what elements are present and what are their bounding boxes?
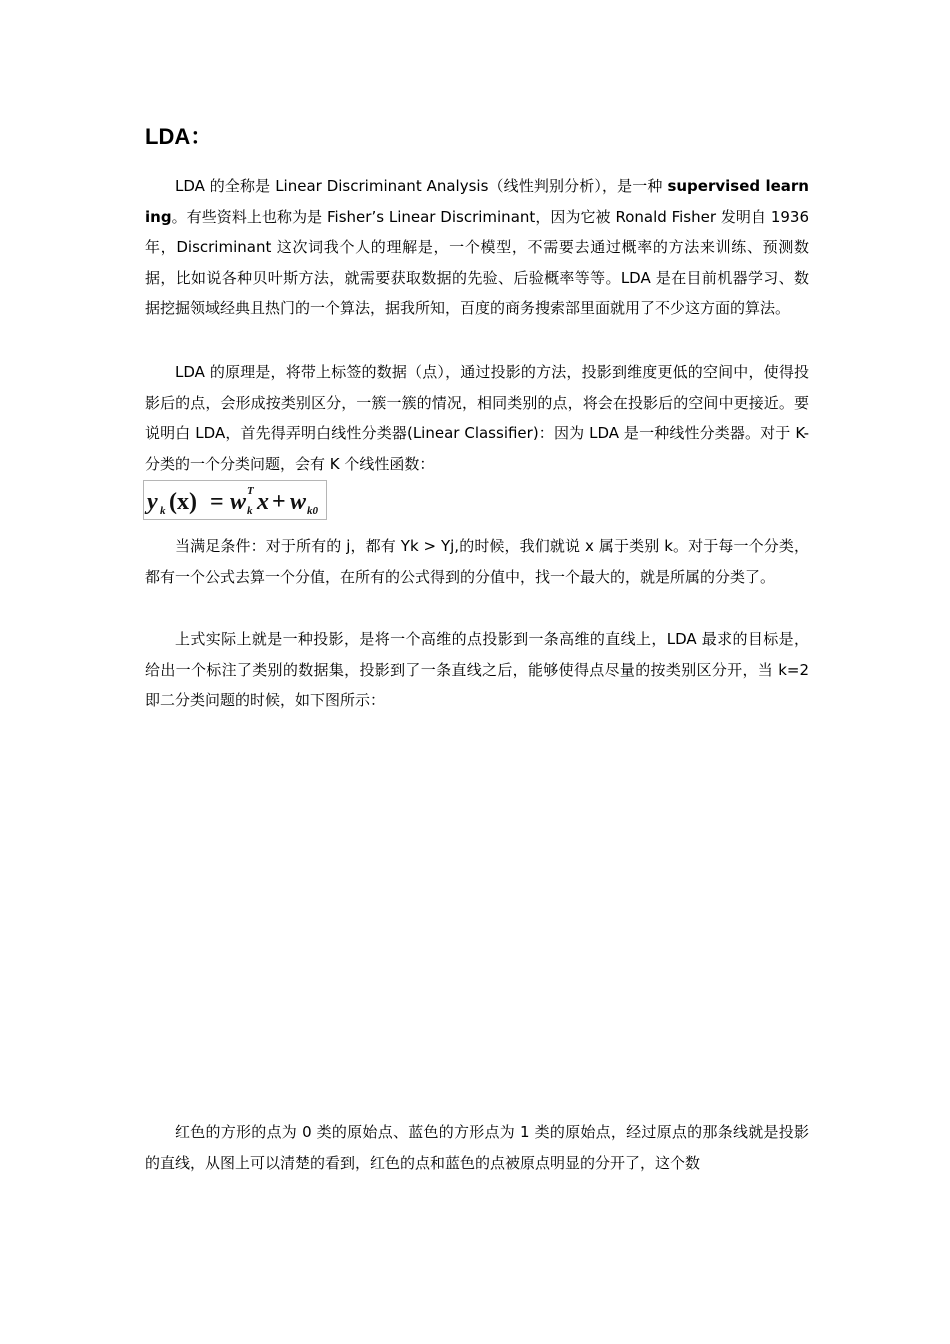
formula-image [143, 480, 327, 520]
formula-lhs-arg: (x) [169, 489, 197, 515]
formula-w2-sub: k0 [307, 505, 318, 517]
formula-x: x [257, 489, 269, 515]
formula-plus: + [272, 489, 286, 515]
paragraph-text: LDA 的全称是 Linear Discriminant Analysis（线性判别分析），是一种 [175, 177, 668, 195]
formula-w: w [230, 489, 247, 515]
formula-lhs-sub: k [160, 505, 166, 517]
formula-w2: w [290, 489, 307, 515]
blank-figure-area [145, 720, 809, 1100]
paragraph-lda-principle: LDA 的原理是，将带上标签的数据（点），通过投影的方法，投影到维度更低的空间中，使得投影后的点，会形成按类别区分，一簇一簇的情况，相同类别的点，将会在投影后的空间中更接近。要说明白 LDA，首先得弄明白线性分类器(Linear Classifier)：因为 LDA 是一种线性分类器。对于 K-分类的一个分类问题，会有 K 个线性函数： [145, 363, 809, 473]
formula-equals: = [210, 489, 224, 515]
paragraph-figure-explanation: 红色的方形的点为 0 类的原始点、蓝色的方形点为 1 类的原始点，经过原点的那条线就是投影的直线，从图上可以清楚的看到，红色的点和蓝色的点被原点明显的分开了，这个数 [145, 1123, 809, 1172]
formula-w-sub: k [247, 505, 253, 517]
paragraph-text: 。有些资料上也称为是 Fisher’s Linear Discriminant，因为它被 Ronald Fisher 发明自 1936 年，Discriminant 这次词我个人的理解是，一个模型，不需要去通过概率的方法来训练、预测数据，比如说各种贝叶斯方法，就需要获取数据的先验、后验概率等等。LDA 是在目前机器学习、数据挖掘领域经典且热门的一个算法，据我所知，百度的商务搜索部里面就用了不少这方面的算法。 [145, 207, 809, 318]
paragraph-classification-condition: 当满足条件：对于所有的 j，都有 Yk > Yj,的时候，我们就说 x 属于类别 k。对于每一个分类，都有一个公式去算一个分值，在所有的公式得到的分值中，找一个最大的，就是所属的分类了。 [145, 537, 809, 586]
paragraph-projection: 上式实际上就是一种投影，是将一个高维的点投影到一条高维的直线上，LDA 最求的目标是，给出一个标注了类别的数据集，投影到了一条直线之后，能够使得点尽量的按类别区分开，当 k=2 即二分类问题的时候，如下图所示： [145, 630, 809, 710]
paragraph-lda-definition [145, 171, 809, 324]
formula-w-sup: T [247, 485, 254, 497]
formula-lhs-var: y [147, 489, 158, 515]
bold-term: supervised learning [145, 177, 809, 226]
linear-function-formula [144, 481, 326, 519]
section-heading: LDA： [145, 124, 213, 149]
